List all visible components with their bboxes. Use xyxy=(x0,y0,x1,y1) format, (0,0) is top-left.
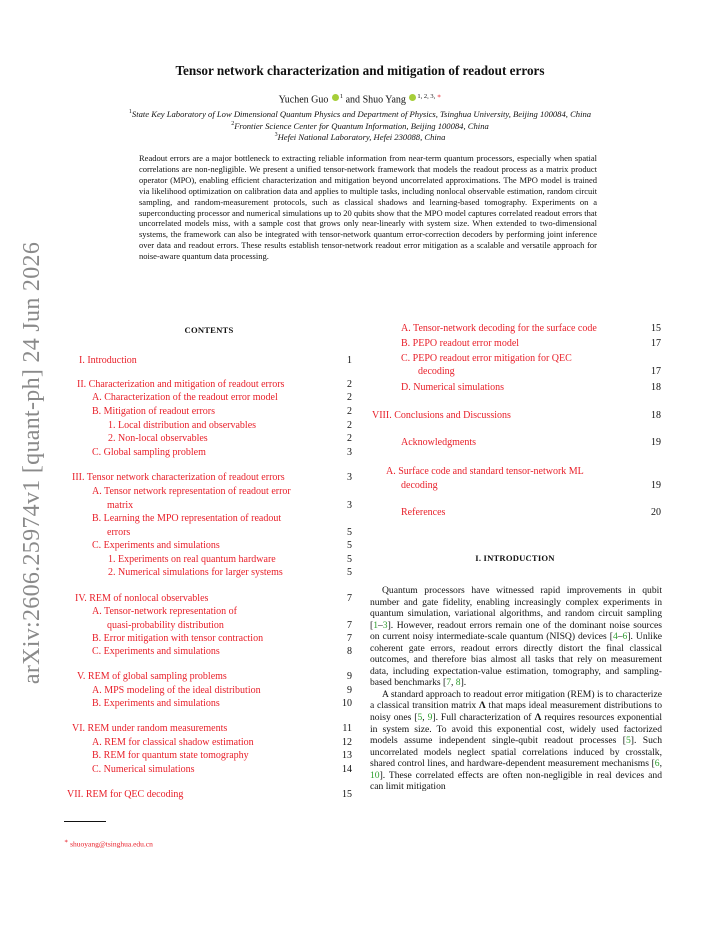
toc-page: 5 xyxy=(347,527,352,538)
toc-page: 5 xyxy=(347,567,352,578)
toc-page: 7 xyxy=(347,593,352,604)
author-1[interactable]: Yuchen Guo xyxy=(278,94,329,106)
toc-page: 5 xyxy=(347,554,352,565)
arxiv-stamp: arXiv:2606.25974v1 [quant-ph] 24 Jun 2026 xyxy=(19,241,45,685)
toc-page: 3 xyxy=(347,472,352,483)
toc-page: 2 xyxy=(347,406,352,417)
toc-page: 2 xyxy=(347,433,352,444)
introduction-body xyxy=(370,585,662,793)
orcid-icon[interactable] xyxy=(409,94,416,101)
affiliation-2: $^2$Frontier Science Center for Quantum Information, Beijing 100084, China xyxy=(231,121,489,131)
toc-page: 17 xyxy=(651,338,661,349)
author-and: and xyxy=(345,94,361,106)
toc-page: 19 xyxy=(651,437,661,448)
toc-page: 18 xyxy=(651,410,661,421)
orcid-icon[interactable] xyxy=(332,94,339,101)
citation-link[interactable]: 8 xyxy=(455,677,461,689)
toc-page: 2 xyxy=(347,379,352,390)
toc-page: 3 xyxy=(347,500,352,511)
citation-link[interactable]: 9 xyxy=(427,712,433,724)
toc-page: 15 xyxy=(651,323,661,334)
toc-page: 19 xyxy=(651,480,661,491)
toc-page: 10 xyxy=(342,698,352,709)
citation-link[interactable]: 4 xyxy=(612,631,618,643)
section-heading: I. INTRODUCTION xyxy=(475,553,555,563)
citation-link[interactable]: 6 xyxy=(622,631,628,643)
author-2[interactable]: Shuo Yang xyxy=(362,94,406,106)
paragraph: A standard approach to readout error mitigation (REM) is to characterize a classical transition matrix Λ that maps ideal measurement distributions to noisy ones [5, 9]. Full characterization of Λ requires resources exponential in system size. To avoid this exponential cost, widely used factorized models assume independent single-qubit readout processes [5]. Such uncorrelated models neglect spatial correlations induced by crosstalk, shared control lines, and hardware-dependent measurement mechanisms [6, 10]. These correlated effects are often non-negligible in real devices and can limit mitigation xyxy=(370,688,663,793)
toc-page: 2 xyxy=(347,420,352,431)
toc-page: 7 xyxy=(347,633,352,644)
toc-page: 3 xyxy=(347,447,352,458)
citation-link[interactable]: 7 xyxy=(446,677,451,689)
toc-page: 14 xyxy=(342,764,352,775)
abstract: Readout errors are a major bottleneck to extracting reliable information from near-term quantum processors, especially when spatial correlations are non-negligible. We present a unified tensor-network framework that models the readout process as a matrix product operator (MPO), enabling efficient characterization and mitigation beyond uncorrelated approximations. The MPO model is trained via likelihood optimization on calibration data and applies to multiple tasks, including nonlocal observable estimation, random circuit sampling, and random-measurement protocols, such as classical shadows and learning-based tomography. Experiments on a superconducting processor and numerical simulations up to 20 qubits show that the MPO model captures correlated readout errors that uncorrelated models miss, with a sample cost that grows only near-linearly with system size. When extended to two-dimensional systems, the framework can also be integrated with tensor-network quantum error-correction decoders by performing joint inference over data and readout errors. These results establish tensor-network readout error mitigation as a scalable and versatile approach for noise-aware quantum data processing. xyxy=(139,153,597,262)
citation-link[interactable]: 5 xyxy=(625,735,631,747)
toc-page: 13 xyxy=(342,750,352,761)
author-1-affil: 1 xyxy=(339,93,344,100)
corresponding-mark: ∗ xyxy=(436,93,442,100)
toc-page: 2 xyxy=(347,392,352,403)
citation-link[interactable]: 6 xyxy=(654,758,660,770)
toc-page: 8 xyxy=(347,646,352,657)
toc-page: 12 xyxy=(342,737,352,748)
author-2-affil: 1, 2, 3, ∗ xyxy=(417,93,442,100)
toc-page: 1 xyxy=(347,355,352,366)
paper-title: Tensor network characterization and mitigation of readout errors xyxy=(175,63,545,78)
toc-page: 11 xyxy=(342,723,352,734)
email-link[interactable]: shuoyang@tsinghua.edu.cn xyxy=(70,839,153,849)
affiliation-1: $^1$State Key Laboratory of Low Dimensional Quantum Physics and Department of Physics, Tsinghua University, Beijing 100084, China xyxy=(128,109,592,119)
toc-page: 5 xyxy=(347,540,352,551)
paragraph: Quantum processors have witnessed rapid improvements in qubit number and gate fidelity, enabling increasingly complex experiments in quantum simulation, variational algorithms, and random circuit sampling [1–3]. However, readout errors remain one of the dominant noise sources on current noisy intermediate-scale quantum (NISQ) devices [4–6]. Unlike coherent gate errors, readout errors directly distort the final classical outcomes, and therefore bias almost all tasks that rely on measurement data, including expectation-value estimation, tomography, and sampling-based benchmarks [7, 8]. xyxy=(370,585,662,689)
toc-page: 9 xyxy=(347,671,352,682)
toc-page: 20 xyxy=(651,507,661,518)
footnote: ∗ shuoyang@tsinghua.edu.cn xyxy=(64,838,153,849)
toc-page: 17 xyxy=(651,366,661,377)
citation-link[interactable]: 5 xyxy=(417,712,423,724)
toc-page: 18 xyxy=(651,382,661,393)
toc-page: 15 xyxy=(342,789,352,800)
footnote-rule xyxy=(64,821,106,822)
affiliation-3: $^3$Hefei National Laboratory, Hefei 230088, China xyxy=(274,132,446,142)
citation-link[interactable]: 10 xyxy=(370,769,380,781)
citation-link[interactable]: 1 xyxy=(373,619,378,631)
author-line xyxy=(0,92,720,105)
toc-heading: CONTENTS xyxy=(184,325,234,335)
toc-page: 9 xyxy=(347,685,352,696)
toc-page: 7 xyxy=(347,620,352,631)
citation-link[interactable]: 3 xyxy=(382,619,388,631)
